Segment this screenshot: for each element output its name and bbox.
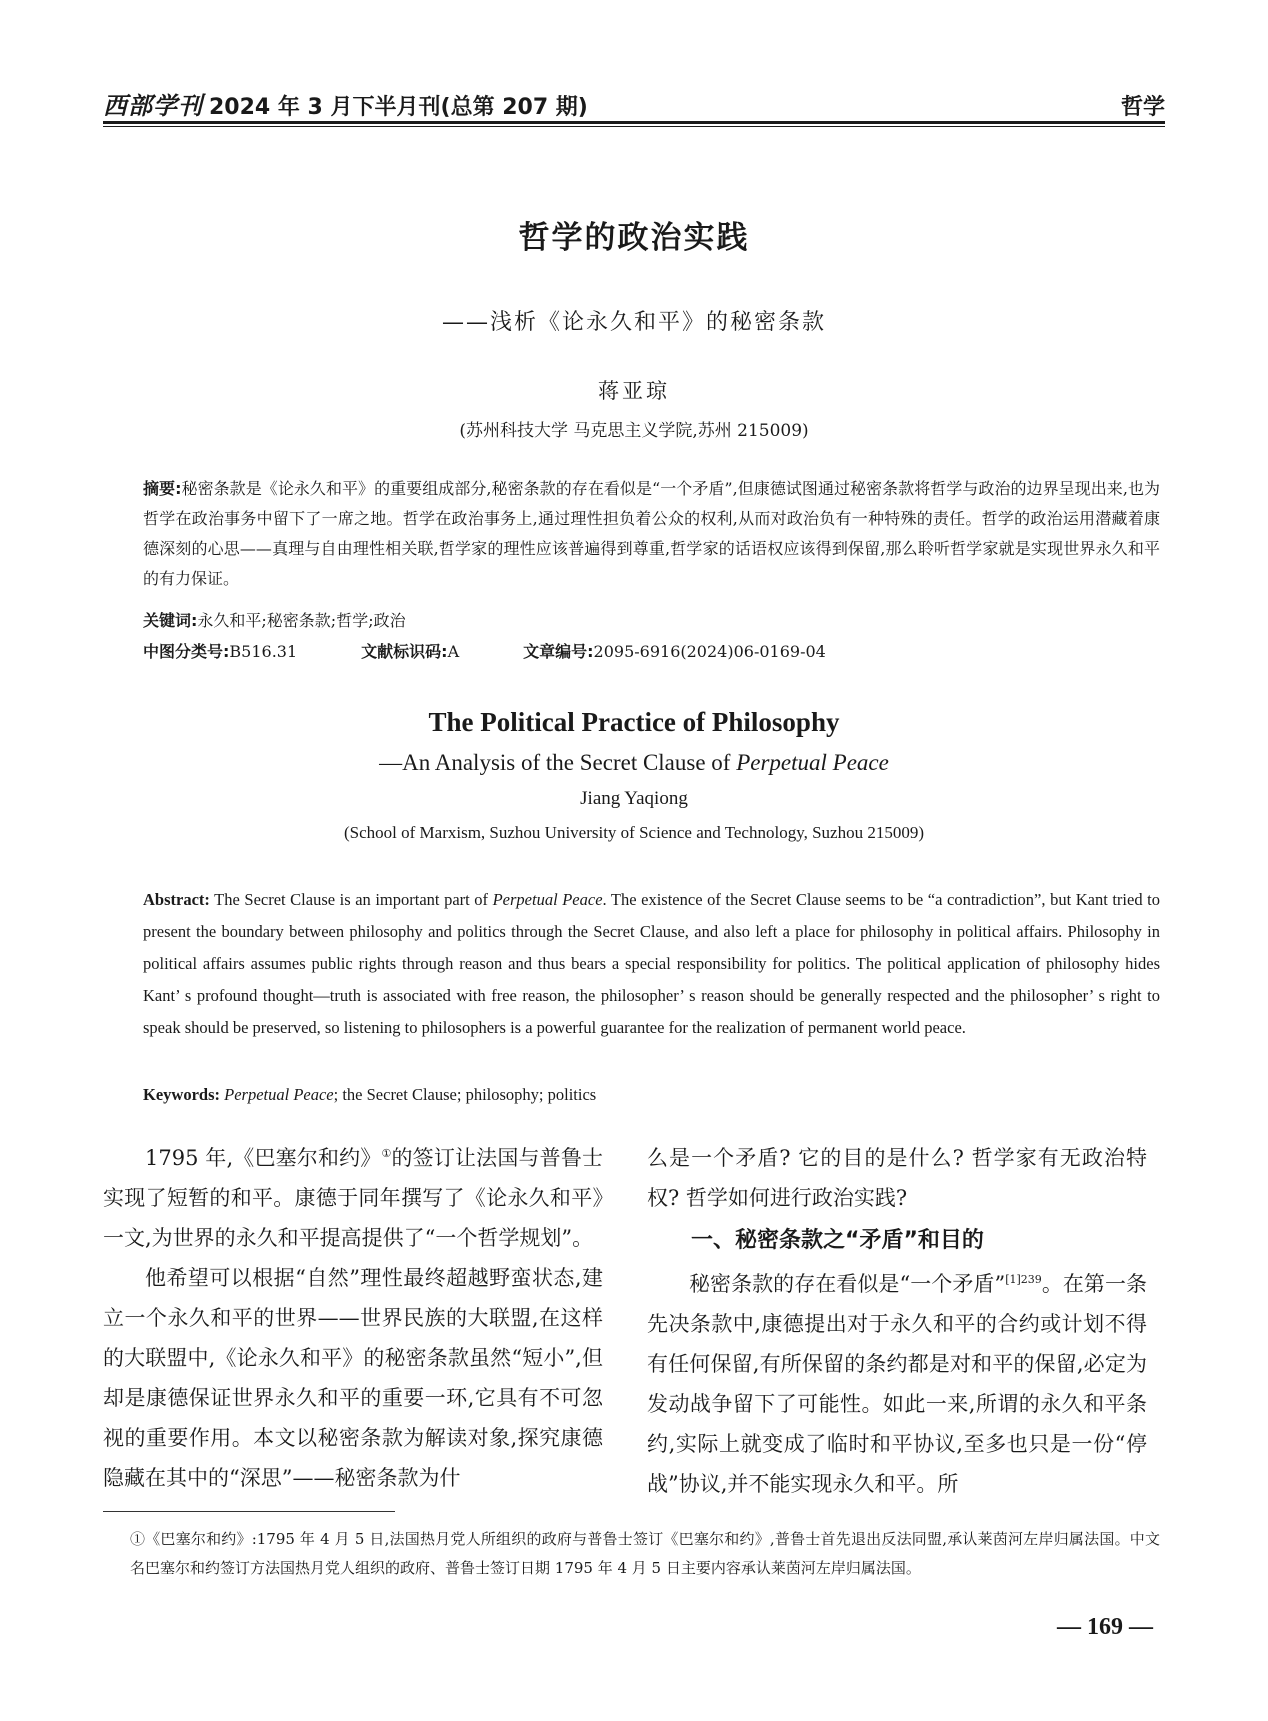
para-text: 秘密条款的存在看似是“一个矛盾”	[689, 1272, 1006, 1296]
footnote-marker[interactable]: ①	[381, 1147, 392, 1160]
abstract-en-part2: . The existence of the Secret Clause seems to be “a contradiction”, but Kant tried to present the boundary between philosophy and politics through the Secret Clause, and also left a place for philosophy in political affairs. Philosophy in political affairs assumes public rights through reason and thus bears a special responsibility for politics. The political application of philosophy hides Kant’ s profound thought—truth is associated with free reason, the philosopher’ s reason should be generally respected and the philosopher’ s right to speak should be preserved, so listening to philosophers is a powerful guarantee for the realization of permanent world peace.	[143, 890, 1160, 1037]
author-english: Jiang Yaqiong	[580, 788, 688, 809]
keywords-en-rest: ; the Secret Clause; philosophy; politics	[333, 1085, 597, 1104]
keywords-label-en: Keywords:	[143, 1085, 220, 1104]
affiliation-chinese: (苏州科技大学 马克思主义学院,苏州 215009)	[459, 421, 809, 441]
abstract-chinese	[143, 474, 1160, 594]
keywords-chinese	[143, 606, 1160, 636]
subtitle-chinese: ——浅析《论永久和平》的秘密条款	[441, 310, 826, 335]
abstract-label-cn: 摘要:	[143, 479, 182, 498]
classification-line	[143, 637, 1160, 667]
para-text: 1795 年,《巴塞尔和约》	[145, 1146, 382, 1170]
section-name: 哲学	[1120, 95, 1165, 120]
para-text: 。在第一条先决条款中,康德提出对于永久和平的合约或计划不得有任何保留,有所保留的条约都是对和平的保留,必定为发动战争留下了可能性。如此一来,所谓的永久和平条约,实际上就变成了临时和平协议,至多也只是一份“停战”协议,并不能实现永久和平。所	[647, 1272, 1147, 1496]
keywords-label-cn: 关键词:	[143, 611, 198, 630]
abstract-en-italic: Perpetual Peace	[492, 890, 603, 909]
header-left	[103, 86, 588, 121]
footnote: ①《巴塞尔和约》:1795 年 4 月 5 日,法国热月党人所组织的政府与普鲁士签订《巴塞尔和约》,普鲁士首先退出反法同盟,承认莱茵河左岸归属法国。中文名巴塞尔和约签订方法国热月党人组织的政府、普鲁士签订日期 1795 年 4 月 5 日主要内容承认莱茵河左岸归属法国。	[130, 1530, 1160, 1577]
header-rule-thick	[103, 121, 1165, 124]
title-english: The Political Practice of Philosophy	[428, 707, 840, 737]
page-number: — 169 —	[1057, 1614, 1153, 1640]
abstract-english	[143, 884, 1160, 1044]
running-header	[103, 86, 1165, 121]
body-paragraph: 他希望可以根据“自然”理性最终超越野蛮状态,建立一个永久和平的世界——世界民族的大联盟,在这样的大联盟中,《论永久和平》的秘密条款虽然“短小”,但却是康德保证世界永久和平的重要一环,它具有不可忽视的重要作用。本文以秘密条款为解读对象,探究康德隐藏在其中的“深思”——秘密条款为什	[103, 1266, 603, 1490]
clc-value: B516.31	[229, 642, 298, 661]
keywords-english	[143, 1079, 1160, 1111]
body-paragraph	[647, 1264, 1147, 1504]
clc-code	[143, 637, 297, 667]
abstract-text-cn: 秘密条款是《论永久和平》的重要组成部分,秘密条款的存在看似是“一个矛盾”,但康德试图通过秘密条款将哲学与政治的边界呈现出来,也为哲学在政治事务中留下了一席之地。哲学在政治事务上,通过理性担负着公众的权利,从而对政治负有一种特殊的责任。哲学的政治运用潜藏着康德深刻的心思——真理与自由理性相关联,哲学家的理性应该普遍得到尊重,哲学家的话语权应该得到保留,那么聆听哲学家就是实现世界永久和平的有力保证。	[143, 479, 1160, 588]
subtitle-english	[0, 750, 1268, 776]
author-chinese: 蒋亚琼	[598, 379, 670, 403]
header-rule-thin	[103, 126, 1165, 127]
keywords-text-cn: 永久和平;秘密条款;哲学;政治	[197, 611, 406, 630]
article-value: 2095-6916(2024)06-0169-04	[593, 642, 826, 661]
title-chinese: 哲学的政治实践	[518, 220, 750, 256]
section-heading: 一、秘密条款之“矛盾”和目的	[691, 1228, 984, 1253]
doc-value: A	[447, 642, 460, 661]
body-column-right	[647, 1138, 1147, 1504]
citation-marker[interactable]: [1]239	[1005, 1273, 1042, 1286]
affiliation-english: (School of Marxism, Suzhou University of Science and Technology, Suzhou 215009)	[343, 823, 925, 842]
footnote-rule	[103, 1511, 395, 1512]
subtitle-en-italic: Perpetual Peace	[736, 750, 889, 775]
abstract-label-en: Abstract:	[143, 890, 210, 909]
issue-info: 2024 年 3 月下半月刊(总第 207 期)	[209, 95, 588, 120]
subtitle-en-prefix: —An Analysis of the Secret Clause of	[379, 750, 737, 775]
article-number	[523, 637, 826, 667]
article-label: 文章编号:	[523, 642, 594, 661]
abstract-en-part1: The Secret Clause is an important part of	[209, 890, 493, 909]
body-column-left	[103, 1138, 603, 1498]
body-paragraph	[103, 1138, 603, 1258]
clc-label: 中图分类号:	[143, 642, 230, 661]
journal-logo: 西部学刊	[103, 91, 203, 120]
para-text: 的签订让法国与普鲁士实现了短暂的和平。康德于同年撰写了《论永久和平》一文,为世界的永久和平提高提供了“一个哲学规划”。	[103, 1146, 603, 1250]
doc-label: 文献标识码:	[361, 642, 448, 661]
keywords-en-italic: Perpetual Peace	[224, 1085, 334, 1104]
document-code	[361, 637, 459, 667]
body-paragraph: 么是一个矛盾? 它的目的是什么? 哲学家有无政治特权? 哲学如何进行政治实践?	[647, 1146, 1147, 1210]
